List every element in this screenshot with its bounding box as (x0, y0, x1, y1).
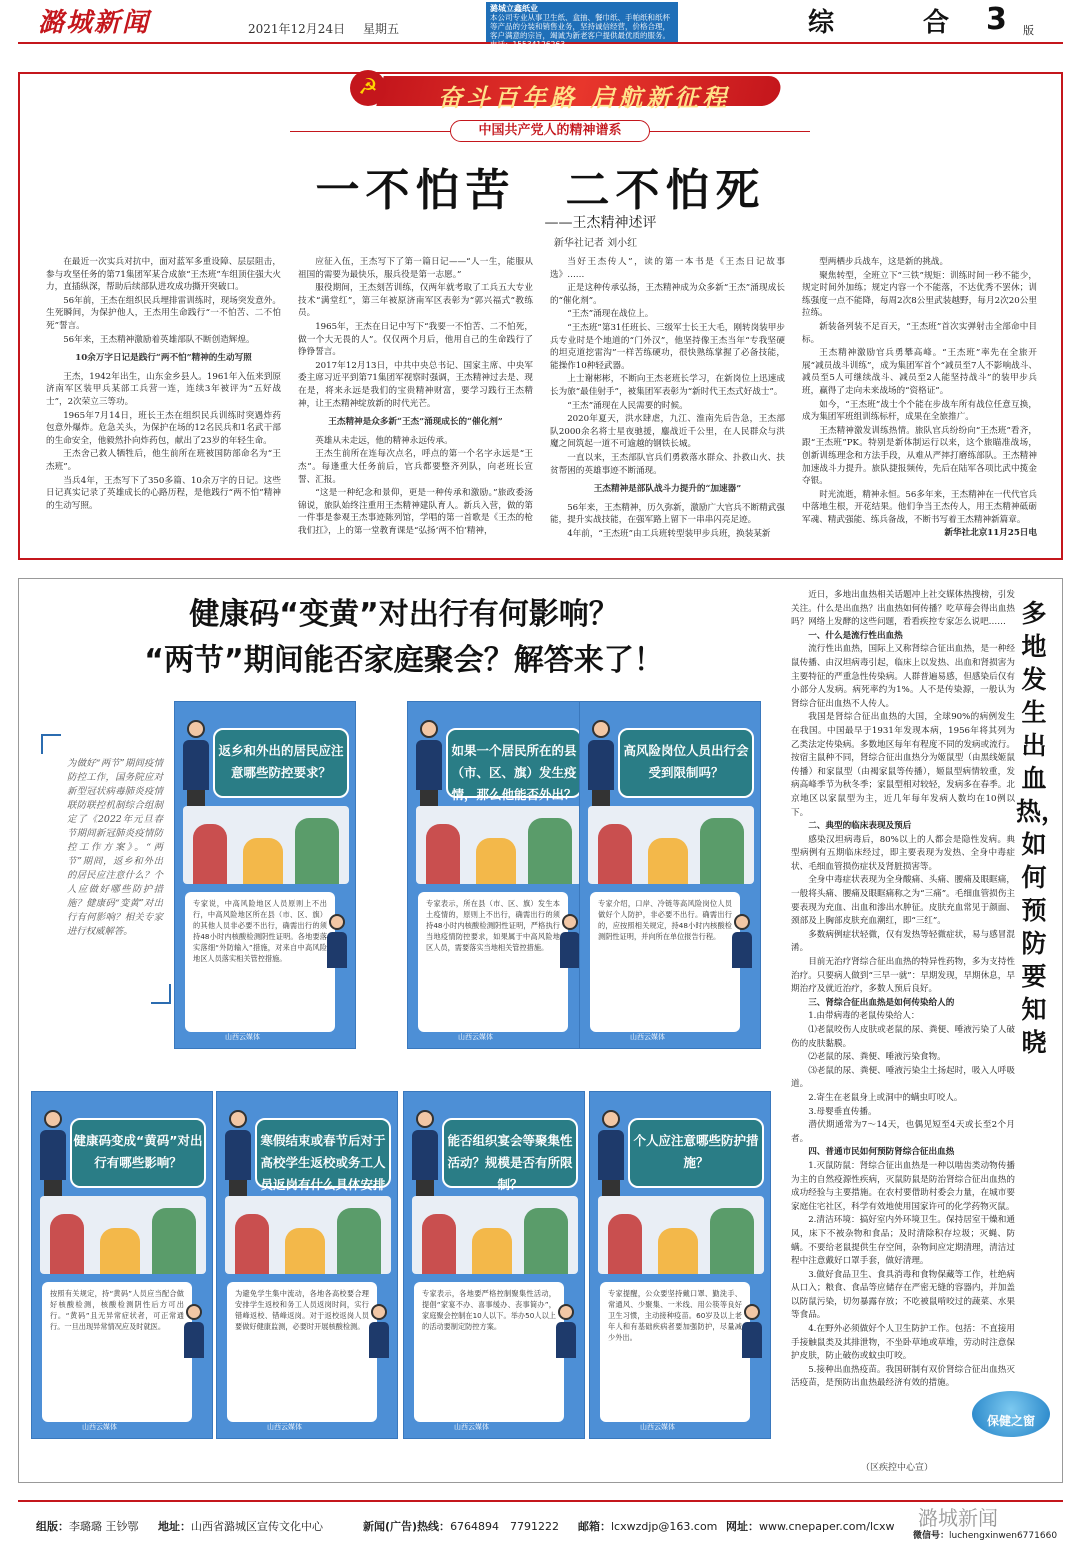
qa-card-5 (216, 1091, 398, 1439)
illustration-scene (416, 806, 582, 884)
paragraph: 型两栖步兵战车，这是新的挑战。 (819, 257, 949, 267)
illustration-scene (598, 1196, 764, 1274)
media-logo: 山西云媒体 (640, 1423, 675, 1431)
paragraph: 王杰精神激发训练热情。旅队官兵纷纷向“王杰班”看齐，跟“王杰班”PK。特别是新体制运行以来，这个旅瞄准战场，创新训练理念和方法手段，从难从严摔打磨练部队。王杰精神加速战斗力提升。旅队捷报频传，先后在陆军各项比武中揽金夺银。 (802, 425, 1037, 487)
footer-address (158, 1518, 323, 1534)
side-article (791, 589, 1067, 1477)
intro-bracket-top (41, 734, 61, 754)
footer-hotline-value: 6764894 7791222 (450, 1520, 560, 1533)
footer-editor-value: 李璐璐 王钞鄂 (69, 1520, 139, 1533)
pointer-figure (740, 1304, 766, 1360)
lower-title-line2: “两节”期间能否家庭聚会？解答来了！ (144, 643, 664, 678)
paragraph: 上士谢彬彬，不断向王杰老班长学习，在新岗位上迅速成长为旅“最佳射手”，被集团军表彰为“新时代王杰式好战士”。 (550, 374, 785, 397)
paragraph: 王杰，1942年出生，山东金乡县人。1961年入伍来到原济南军区装甲兵某部工兵营一连，连续3年被评为“五好战士”，2次荣立三等功。 (46, 371, 281, 407)
paragraph: 服役期间，王杰刻苦训练，仅两年就考取了工兵五大专业技术“满堂红”，第三年被原济南军区表彰为“郭兴福式”教练员。 (298, 283, 533, 319)
side-section-heading: 一、什么是流行性出血热 (808, 630, 903, 641)
footer-address-label: 地址： (158, 1520, 191, 1533)
qa-card-6 (403, 1091, 585, 1439)
paragraph: 当兵4年，王杰写下了350多篇、10余万字的日记。这些日记真实记录了英雄成长的心路历程，是他践行“两不怕”精神的生动写照。 (46, 475, 281, 511)
byline: 新华社记者 刘小红 (553, 238, 638, 249)
answer-text: 专家表示，各地要严格控制聚集性活动，提倡“家宴不办、喜事缓办、丧事简办”，家庭聚会控制在10人以下。举办50人以上的活动要制定防控方案。 (414, 1282, 564, 1422)
paragraph: 王杰舍己救人牺牲后，他生前所在班被国防部命名为“王杰班”。 (46, 449, 281, 472)
answer-text: 专家表示，所在县（市、区、旗）发生本土疫情的，原则上不出行，确需出行的须持48小时内核酸检测阴性证明，严格执行当地疫情防控要求，如果属于中高风险地区人员，需要落实当地相关管控措施。 (418, 892, 568, 1032)
paragraph: 2020年夏天，洪水肆虐，九江、淮南先后告急，王杰部队2000余名将士星夜驰援，鏖战近千公里，在人民群众与洪魔之间筑起一道不可逾越的钢铁长城。 (550, 414, 785, 450)
side-paragraph: 1.灭鼠防鼠：肾综合征出血热是一种以啮齿类动物传播为主的自然疫源性疾病，灭鼠防鼠是防治肾综合征出血热的成功经验与主要措施。在农村要借助村委会力量，在城市要家庭住宅社区，科学有效地使用国家许可的化学药物灭鼠。 (791, 1160, 1015, 1212)
paragraph: 56年前，王杰在组织民兵埋排雷训练时，现场突发意外。生死瞬间，为保护他人，王杰用生命践行“一不怕苦、二不怕死”誓言。 (46, 295, 281, 331)
headline: 一不怕苦 二不怕死 (315, 165, 766, 216)
side-paragraph: 2.寄生在老鼠身上或洞中的螨虫叮咬人。 (808, 1092, 963, 1103)
side-section-heading: 三、肾综合征出血热是如何传染给人的 (808, 997, 955, 1008)
paper-name: 潞城新闻 (38, 8, 151, 38)
pointer-figure (367, 1304, 393, 1360)
footer-email[interactable] (578, 1518, 717, 1534)
qa-card-3 (579, 701, 761, 1049)
side-paragraph: 3.做好食品卫生、食具消毒和食物保藏等工作，杜绝病从口入；粮食、食品等应储存在严密无缝的容器内，并加盖以防鼠污染，切勿暴露存放；不吃被鼠啃咬过的蔬菜、水果等食品。 (791, 1269, 1015, 1321)
side-paragraph: 4.在野外必须做好个人卫生防护工作。包括：不直接用手接触鼠类及其排泄物，不坐卧草地或草堆，劳动时注意保护皮肤，防止破伤或蚊虫叮咬。 (791, 1324, 1015, 1362)
banner-text: 奋斗百年路 启航新征程 (438, 83, 731, 112)
side-paragraph: 5.接种出血热疫苗。我国研制有双价肾综合征出血热灭活疫苗，是预防出血热最经济有效的措施。 (791, 1364, 1015, 1389)
paragraph: 正是这种传承弘扬，王杰精神成为众多新“王杰”涌现成长的“催化剂”。 (550, 283, 785, 306)
paragraph: “这是一种纪念和景仰，更是一种传承和激励。”旅政委汤锦说，旅队始终注重用王杰精神建队育人。新兵入营，做的第一件事是参观王杰事迹陈列馆，学唱的第一首歌是《王杰的枪我们扛》，上的第一堂教育课是“弘扬‘两不怕’精神， (298, 488, 533, 536)
dateline: 新华社北京11月25日电 (944, 528, 1037, 539)
health-column-logo: 保健之窗 (972, 1391, 1050, 1437)
article-column-1 (46, 256, 281, 513)
illustration-scene (40, 1196, 206, 1274)
article-column-3 (550, 256, 785, 541)
media-logo: 山西云媒体 (267, 1423, 302, 1431)
side-paragraph: ⑵老鼠的尿、粪便、唾液污染食物。 (808, 1052, 946, 1063)
paragraph: 王杰精神激励官兵勇攀高峰。“王杰班”率先在全旅开展“减员战斗训练”，成为集团军首个“减员至7人不影响战斗、减员至5人可继续战斗、减员至2人能坚持战斗”的装甲步兵班，赢得了走向未来战场的“资格证”。 (802, 348, 1037, 396)
side-source: （区疾控中心宣） (861, 1463, 934, 1473)
footer-wechat-label: 微信号： (913, 1531, 950, 1541)
presenter-figure (410, 1110, 440, 1202)
side-paragraph: 全身中毒症状表现为全身酸痛、头痛、腰痛及眼眶痛，一般将头痛、腰痛及眼眶痛称之为“三痛”。毛细血管损伤主要表现为充血、出血和渗出水肿征。皮肤充血常见于颜面、颈部及上胸部皮肤充血潮红，即“三红”。 (791, 875, 1015, 927)
pointer-figure (554, 1304, 580, 1360)
presenter-figure (181, 720, 211, 812)
side-paragraph: 我国是肾综合征出血热的大国，全球90%的病例发生在我国。中国最早于1931年发现本病，1956年将其列为乙类法定传染病。多数地区每年有程度不同的发病或流行。按宿主鼠种不同，肾综合征出血热分为姬鼠型（由黑线姬鼠传播）和家鼠型（由褐家鼠等传播），姬鼠型病情较重，发病高峰季节为秋冬季；家鼠型相对较轻，发病多在春季。北京地区以家鼠型为主，近几年每年发病人数均在10例以下。 (791, 712, 1015, 818)
masthead (18, 0, 1063, 49)
paragraph: “王杰班”第31任班长、三级军士长王大毛，刚转岗装甲步兵专业时是个地道的“门外汉”，他坚持像王杰当年“专我坚硬的坦克道挖雷沟”一样苦练硬功，很快熟练掌握了必备技能，能操作10种轻武器。 (550, 322, 785, 371)
issue-date: 2021年12月24日 (248, 22, 346, 36)
header-advertisement (486, 2, 678, 49)
question-bubble: 如果一个居民所在的县（市、区、旗）发生疫情，那么他能否外出？ (446, 728, 582, 798)
side-paragraph: 近日，多地出血热相关话题冲上社交媒体热搜榜，引发关注。什么是出血热？出血热如何传播？吃草莓会得出血热吗？网络上发酵的这些问题，看看疾控专家怎么说吧…… (791, 590, 1015, 628)
presenter-figure (223, 1110, 253, 1202)
footer-editor-label: 组版： (36, 1520, 69, 1533)
paragraph: 56年来，王杰精神，历久弥新，激励广大官兵不断精武强能，提升实战技能，在强军路上留下一串串闪亮足迹。 (550, 502, 785, 526)
lower-article (18, 578, 1067, 1483)
presenter-figure (586, 720, 616, 812)
answer-text: 专家介绍，口岸、冷链等高风险岗位人员做好个人防护，非必要不出行。确需出行的，应按照相关规定，持48小时内核酸检测阴性证明，并向所在单位报告行程。 (590, 892, 740, 1032)
media-logo: 山西云媒体 (458, 1033, 493, 1041)
media-logo: 山西云媒体 (454, 1423, 489, 1431)
paragraph: 新装备列装不足百天，“王杰班”首次实弹射击全部命中目标。 (802, 321, 1037, 345)
answer-text: 按照有关规定，持“黄码”人员应当配合做好核酸检测，核酸检测阴性后方可出行。“黄码”且无异常症状者，可正常通行。一旦出现异常情况应及时就医。 (42, 1282, 192, 1422)
qa-card-2 (407, 701, 589, 1049)
question-bubble: 返乡和外出的居民应注意哪些防控要求？ (213, 728, 349, 798)
paragraph: 当好王杰传人”，读的第一本书是《王杰日记故事选》…… (550, 257, 785, 280)
presenter-figure (414, 720, 444, 812)
paragraph: 1965年，王杰在日记中写下“我要一不怕苦、二不怕死，做一个大无畏的人”。仅仅两个月后，他用自己的生命践行了铮铮誓言。 (298, 321, 533, 358)
side-paragraph: 感染汉坦病毒后，80%以上的人都会是隐性发病。典型病例有五期临床经过，即主要表现为发热、全身中毒症状、毛细血管损伤症状及肾脏损害等。 (791, 834, 1015, 872)
media-logo: 山西云媒体 (82, 1423, 117, 1431)
issue-weekday: 星期五 (363, 22, 400, 36)
side-paragraph: 目前无治疗肾综合征出血热的特异性药物，多为支持性治疗。只要病人做到“三早一就”：早期发现，早期休息，早期治疗及就近治疗，多数人预后良好。 (791, 957, 1015, 995)
footer-wechat-value: luchengxinwen6771660 (949, 1531, 1058, 1541)
footer-editor (36, 1518, 139, 1534)
section-name: 综 合 (808, 8, 990, 38)
paragraph: 1965年7月14日，班长王杰在组织民兵训练时突遇炸药包意外爆炸。危急关头，为保护在场的12名民兵和1名武干部的生命安全，他毅然扑向炸药包，献出了23岁的年轻生命。 (46, 410, 281, 446)
article-column-4 (802, 256, 1037, 541)
paragraph: 56年来，王杰精神激励着英雄部队不断创造辉煌。 (63, 334, 255, 345)
paragraph: 英雄从未走远，他的精神永远传承。 (315, 435, 453, 446)
page-number: 3 (986, 2, 1007, 37)
subheadline: ——王杰精神述评 (544, 215, 657, 231)
answer-text: 专家提醒，公众要坚持戴口罩、勤洗手、常通风、少聚集、一米线、用公筷等良好卫生习惯，主动接种疫苗。60岁及以上老年人和有基础疾病者要加强防护，尽量减少外出。 (600, 1282, 750, 1422)
party-emblem-icon: ☭ (350, 70, 386, 106)
top-article (18, 72, 1063, 560)
side-paragraph: 多数病例症状轻微，仅有发热等轻微症状，易与感冒混淆。 (791, 929, 1015, 954)
question-bubble: 高风险岗位人员出行会受到限制吗？ (618, 728, 754, 798)
side-article-body (791, 589, 1015, 1391)
footer (18, 1500, 1063, 1546)
side-paragraph: 1.由带病毒的老鼠传染给人： (808, 1011, 920, 1022)
side-section-heading: 四、普通市民如何预防肾综合征出血热 (808, 1147, 955, 1158)
article-columns (46, 256, 1041, 552)
section-subtitle: 王杰精神是部队战斗力提升的“加速器” (593, 484, 742, 495)
side-paragraph: 潜伏期通常为7～14天，也偶见短至4天或长至2个月者。 (791, 1120, 1015, 1144)
section-subtitle: 10余万字日记是践行“两不怕”精神的生动写照 (75, 353, 252, 364)
side-title: 多地发生出血热，如何预防要知晓 (1016, 599, 1067, 1057)
series-label: 中国共产党人的精神谱系 (450, 120, 650, 142)
side-paragraph: ⑶老鼠的尿、粪便、唾液污染尘土扬起时，吸入人呼吸道。 (791, 1065, 1015, 1090)
footer-email-value[interactable]: lcxwzdjp@163.com (611, 1520, 718, 1533)
footer-website[interactable] (726, 1518, 895, 1534)
side-paragraph: 流行性出血热，国际上又称肾综合征出血热，是一种经鼠传播、由汉坦病毒引起，临床上以发热、出血和肾损害为主要特征的严重急性传染病。人群普遍易感，但感染后仅有小部分人发病。病死率约为1%。人不是传染源，一般认为肾综合征出血热不人传人。 (791, 644, 1015, 709)
paragraph: “王杰”涌现在战位上。 (567, 309, 654, 320)
footer-website-value[interactable]: www.cnepaper.com/lcxw (759, 1520, 895, 1533)
paragraph: 4年前，“王杰班”由工兵班转型装甲步兵班，换装某新 (567, 528, 771, 539)
qa-card-7 (589, 1091, 771, 1439)
ad-title: 潞城立鑫纸业 (490, 4, 538, 13)
page-suffix: 版 (1023, 24, 1034, 37)
answer-text: 专家说，中高风险地区人员原则上不出行，中高风险地区所在县（市、区、旗）的其他人员非必要不出行，确需出行的须持48小时内核酸检测阴性证明。各地要落实落细“外防输入”措施，对来自中高风险地区人员落实相关管控措施。 (185, 892, 335, 1032)
wechat-watermark: 潞城新闻 (918, 1506, 998, 1530)
question-bubble: 寒假结束或春节后对于高校学生返校或务工人员返岗有什么具体安排 (255, 1118, 391, 1188)
pointer-figure (325, 914, 351, 970)
section-subtitle: 王杰精神是众多新“王杰”涌现成长的“催化剂” (328, 417, 503, 428)
paragraph: 应征入伍，王杰写下了第一篇日记——“人一生，能服从祖国的需要为最快乐，服兵役是第一志愿。” (298, 257, 533, 280)
intro-text: 为做好“两节”期间疫情防控工作，国务院应对新型冠状病毒肺炎疫情联防联控机制综合组制定了《2022年元旦春节期间新冠肺炎疫情防控工作方案》。“两节”期间，返乡和外出的居民应注意什么？个人应做好哪些防护措施？健康码“变黄”对出行有何影响？相关专家进行权威解答。 (67, 758, 163, 937)
paragraph: “王杰”涌现在人民需要的时候。 (567, 400, 688, 411)
paragraph: 时光流逝，精神永恒。56多年来，王杰精神在一代代官兵中落地生根，开花结果。他们争当王杰传人，用王杰精神砥砺军魂、精武强能、练兵备战，不断书写着王杰精神新篇章。 (802, 489, 1037, 525)
question-bubble: 健康码变成“黄码”对出行有哪些影响？ (70, 1118, 206, 1188)
question-bubble: 个人应注意哪些防护措施？ (628, 1118, 764, 1188)
side-paragraph: 2.清洁环境：搞好室内外环境卫生。保持居室干燥和通风，床下不被杂物和食品；及时清除积存垃圾；灭蝇、防螨。不要给老鼠提供生存空间，杂物间应定期清理，清洁过程中注意戴好口罩手套，做好清理。 (791, 1215, 1015, 1267)
qa-card-1 (174, 701, 356, 1049)
answer-text: 为避免学生集中流动，各地各高校要合理安排学生返校和务工人员返岗时间，实行错峰返校、错峰返岗。对于返校返岗人员要做好健康监测，必要时开展核酸检测。 (227, 1282, 377, 1422)
paragraph: 如今，“王杰班”战士个个能在步战车所有战位任意互换，成为集团军班组训练标杆，成果在全旅推广。 (802, 399, 1037, 423)
footer-hotline-label: 新闻(广告)热线： (363, 1520, 451, 1533)
paragraph: 一直以来，王杰部队官兵们勇救落水群众、扑救山火、扶贫帮困的英雄事迹不断涌现。 (550, 452, 785, 476)
side-paragraph: 3.母婴垂直传播。 (808, 1106, 877, 1117)
pointer-figure (730, 914, 756, 970)
illustration-scene (183, 806, 349, 884)
side-section-heading: 二、典型的临床表现及预后 (808, 821, 912, 832)
illustration-scene (225, 1196, 391, 1274)
qa-card-4 (31, 1091, 213, 1439)
footer-email-label: 邮箱： (578, 1520, 611, 1533)
question-bubble: 能否组织宴会等聚集性活动？规模是否有所限制？ (442, 1118, 578, 1188)
presenter-figure (596, 1110, 626, 1202)
media-logo: 山西云媒体 (225, 1033, 260, 1041)
article-column-2 (298, 256, 533, 538)
footer-website-label: 网址： (726, 1520, 759, 1533)
intro-bracket-bottom (151, 984, 171, 1004)
pointer-figure (182, 1304, 208, 1360)
paragraph: 聚焦转型，全班立下“三铁”规矩：训练时间一秒不能少，规定时间外加练；规定内容一个不能落，不达优秀不罢休；训练强度一点不能降，每周2次8公里武装越野，每月2次20公里拉练。 (802, 270, 1037, 319)
centenary-banner (350, 68, 770, 112)
paragraph: 在最近一次实兵对抗中，面对蓝军多重设障、层层阻击，参与攻坚任务的第71集团军某合成旅“王杰班”车组顶住强大火力，直插纵深，帮助后续部队进攻成功撕开突破口。 (46, 257, 281, 293)
illustration-scene (412, 1196, 578, 1274)
media-logo: 山西云媒体 (630, 1033, 665, 1041)
footer-address-value: 山西省潞城区宣传文化中心 (191, 1520, 323, 1533)
footer-hotline (363, 1518, 559, 1534)
illustration-scene (588, 806, 754, 884)
ad-text: 本公司专业从事卫生纸、盒抽、餐巾纸、手帕纸和纸杯等产品的分装和销售业务，坚持诚信经营，价格合理，客户满意的宗旨，竭诚为新老客户提供最优质的服务。电话：15534126263 (490, 13, 670, 49)
presenter-figure (38, 1110, 68, 1202)
lower-title-line1: 健康码“变黄”对出行有何影响？ (189, 597, 619, 632)
paragraph: 2017年12月13日，中共中央总书记、国家主席、中央军委主席习近平到第71集团军视察时强调，王杰精神过去是、现在是，将来永远是我们的宝贵精神财富，要学习践行王杰精神，让王杰精神绽放新的时代光芒。 (298, 360, 533, 409)
paragraph: 王杰生前所在连每次点名，呼点的第一个名字永远是“王杰”。每逢重大任务前后，官兵都要整齐列队，向老班长宣誓、汇报。 (298, 449, 533, 485)
side-paragraph: ⑴老鼠咬伤人皮肤或老鼠的尿、粪便、唾液污染了人破伤的皮肤黏膜。 (791, 1025, 1015, 1049)
